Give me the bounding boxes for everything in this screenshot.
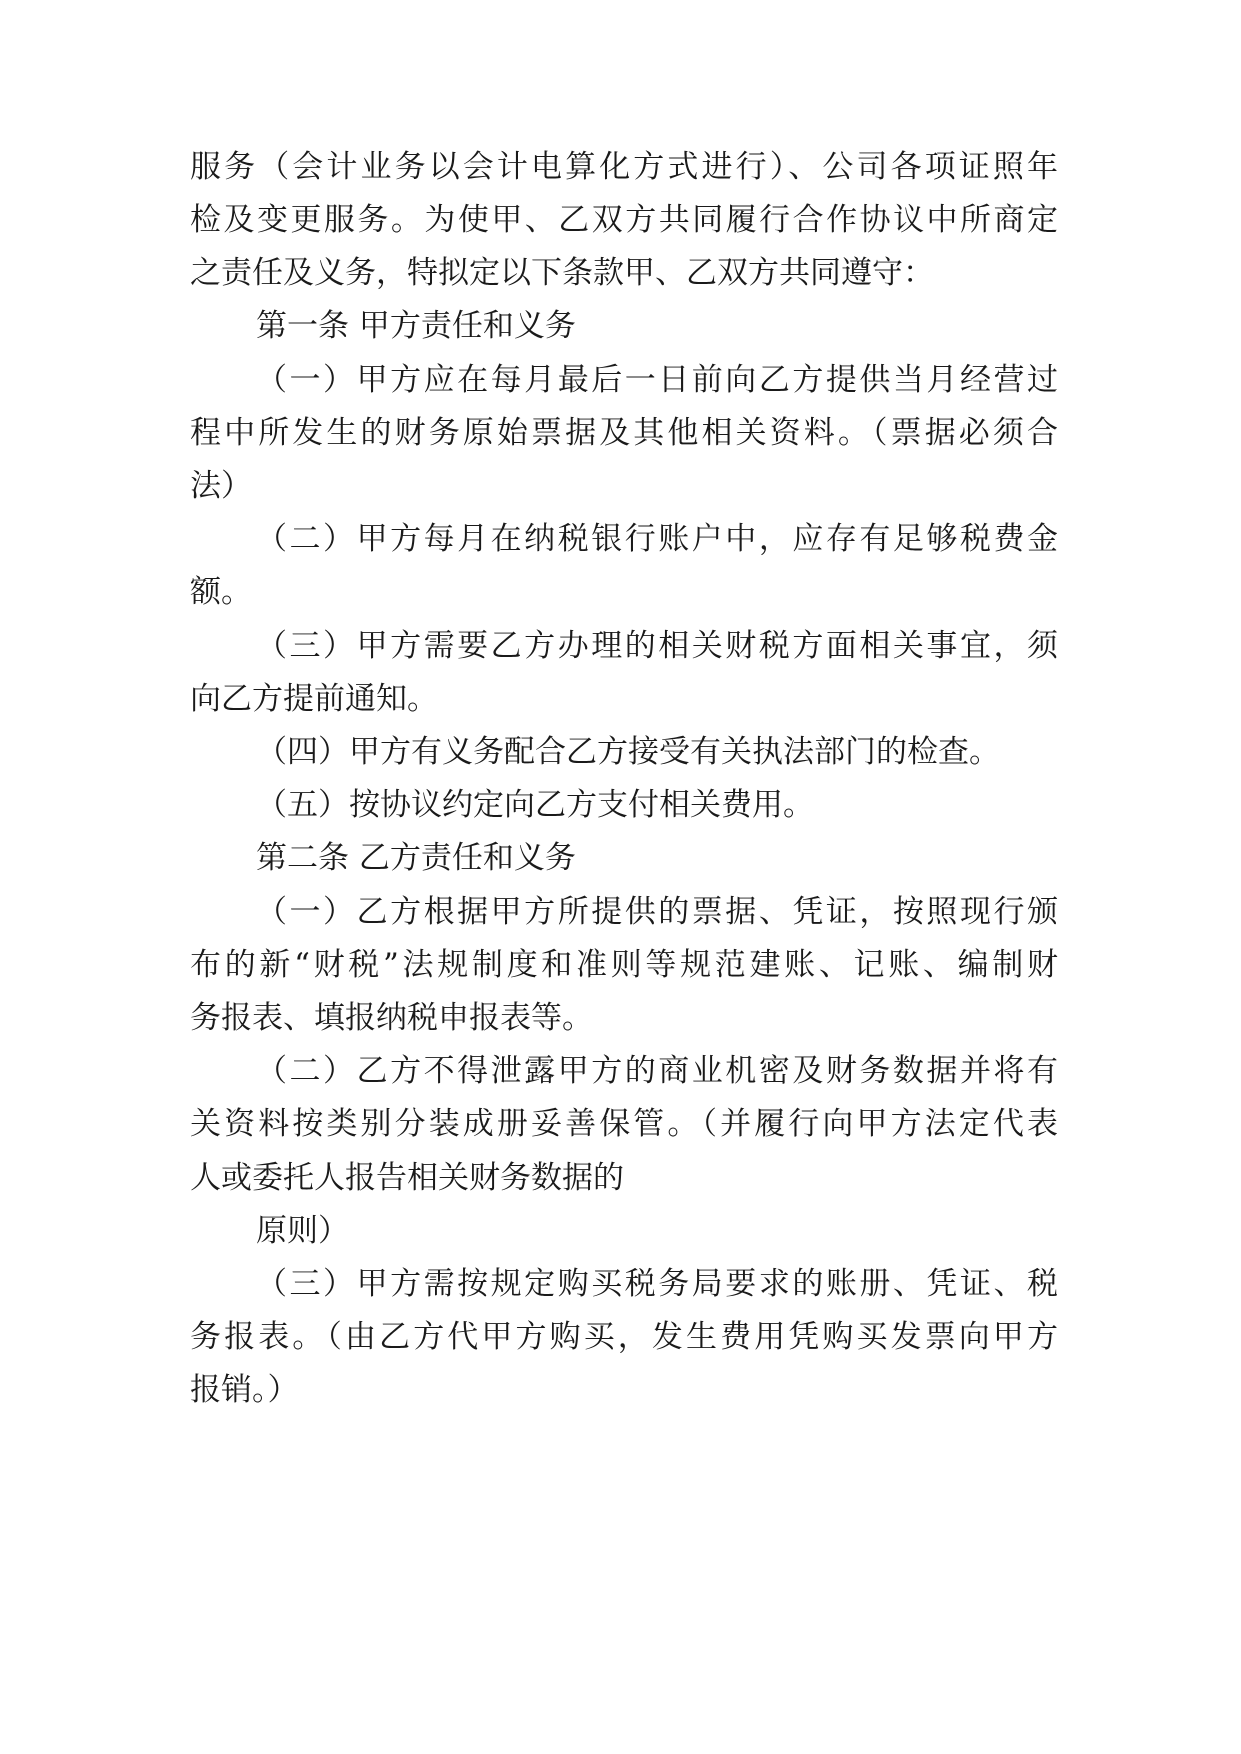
clause-text-line: 法） xyxy=(190,468,252,504)
clause-text-line: 额。 xyxy=(190,574,252,610)
clause-text-line: 原则） xyxy=(256,1213,349,1249)
clause-text-line: 布的新“财税”法规制度和准则等规范建账、记账、编制财 xyxy=(190,947,1058,983)
clause-text-line: 人或委托人报告相关财务数据的 xyxy=(190,1160,624,1196)
clause-text-line: 向乙方提前通知。 xyxy=(190,681,438,717)
article-heading: 第二条 乙方责任和义务 xyxy=(256,840,576,876)
body-text-line: 之责任及义务，特拟定以下条款甲、乙双方共同遵守： xyxy=(190,255,934,291)
clause-text-line: （二）乙方不得泄露甲方的商业机密及财务数据并将有 xyxy=(256,1053,1058,1089)
article-heading: 第一条 甲方责任和义务 xyxy=(256,308,576,344)
clause-text-line: 务报表、填报纳税申报表等。 xyxy=(190,1000,593,1036)
clause-text-line: （三）甲方需按规定购买税务局要求的账册、凭证、税 xyxy=(256,1266,1058,1302)
clause-text-line: （一）乙方根据甲方所提供的票据、凭证，按照现行颁 xyxy=(256,894,1058,930)
clause-text-line: （五）按协议约定向乙方支付相关费用。 xyxy=(256,787,814,823)
clause-text-line: 务报表。（由乙方代甲方购买，发生费用凭购买发票向甲方 xyxy=(190,1319,1058,1355)
clause-text-line: 报销。） xyxy=(190,1372,299,1408)
clause-text-line: 程中所发生的财务原始票据及其他相关资料。（票据必须合 xyxy=(190,415,1058,451)
clause-text-line: （三）甲方需要乙方办理的相关财税方面相关事宜，须 xyxy=(256,628,1058,664)
clause-text-line: （四）甲方有义务配合乙方接受有关执法部门的检查。 xyxy=(256,734,1000,770)
body-text-line: 服务（会计业务以会计电算化方式进行）、公司各项证照年 xyxy=(190,149,1058,185)
clause-text-line: （一）甲方应在每月最后一日前向乙方提供当月经营过 xyxy=(256,362,1058,398)
clause-text-line: 关资料按类别分装成册妥善保管。（并履行向甲方法定代表 xyxy=(190,1106,1058,1142)
body-text-line: 检及变更服务。为使甲、乙双方共同履行合作协议中所商定 xyxy=(190,202,1058,238)
clause-text-line: （二）甲方每月在纳税银行账户中，应存有足够税费金 xyxy=(256,521,1058,557)
